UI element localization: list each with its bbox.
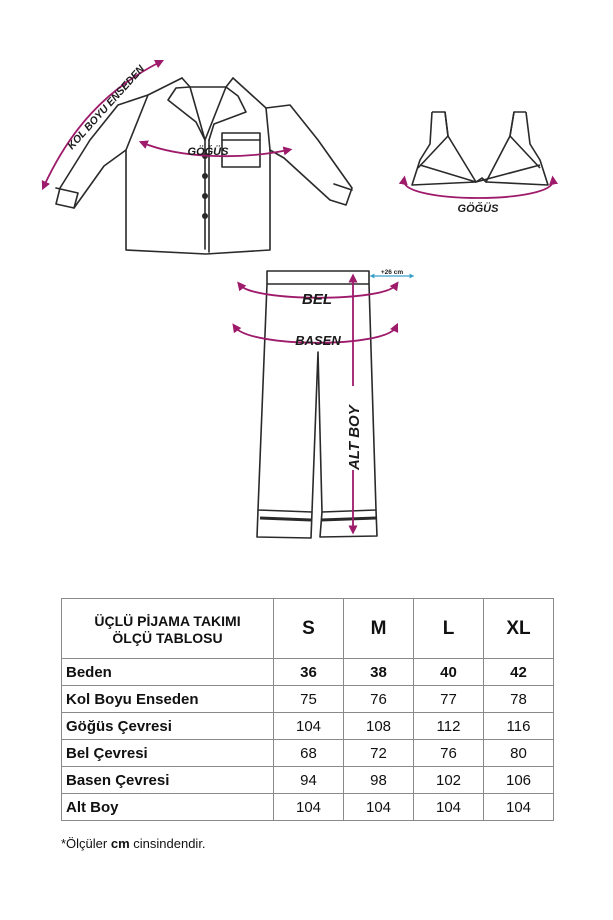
- cell-value: 104: [274, 713, 344, 740]
- cell-value: 108: [344, 713, 414, 740]
- table-row: [62, 740, 554, 767]
- cell-value: 75: [274, 686, 344, 713]
- bra-illustration: [412, 112, 548, 185]
- cell-value: 80: [484, 740, 554, 767]
- table-row: [62, 713, 554, 740]
- row-label: Basen Çevresi: [62, 767, 274, 794]
- size-chart-table: [61, 598, 554, 821]
- table-row: [62, 794, 554, 821]
- shirt-chest-label: GÖĞÜS: [187, 146, 229, 158]
- bra-chest-arrow: [404, 180, 553, 198]
- table-row: [62, 659, 554, 686]
- footnote-suffix: cinsindendir.: [129, 836, 206, 851]
- cell-value: 42: [484, 659, 554, 686]
- row-label: Beden: [62, 659, 274, 686]
- cell-value: 36: [274, 659, 344, 686]
- table-title-line2: ÖLÇÜ TABLOSU: [112, 629, 223, 646]
- row-label: Alt Boy: [62, 794, 274, 821]
- cell-value: 102: [414, 767, 484, 794]
- table-row: [62, 767, 554, 794]
- table-title: [62, 599, 274, 659]
- row-label: Bel Çevresi: [62, 740, 274, 767]
- cell-value: 68: [274, 740, 344, 767]
- cell-value: 38: [344, 659, 414, 686]
- cell-value: 72: [344, 740, 414, 767]
- cell-value: 76: [344, 686, 414, 713]
- row-label: Göğüs Çevresi: [62, 713, 274, 740]
- waist-extension-label: +26 cm: [380, 269, 404, 276]
- footnote-prefix: *Ölçüler: [61, 836, 111, 851]
- cell-value: 94: [274, 767, 344, 794]
- hip-label: BASEN: [295, 333, 341, 348]
- cell-value: 104: [484, 794, 554, 821]
- cell-value: 40: [414, 659, 484, 686]
- row-label: Kol Boyu Enseden: [62, 686, 274, 713]
- table-title-line1: ÜÇLÜ PİJAMA TAKIMI: [94, 612, 241, 629]
- pants-length-label: ALT BOY: [346, 405, 363, 470]
- size-header-l: L: [414, 599, 484, 659]
- cell-value: 76: [414, 740, 484, 767]
- size-header-s: S: [274, 599, 344, 659]
- cell-value: 104: [414, 794, 484, 821]
- waist-label: BEL: [302, 291, 332, 308]
- table-row: [62, 686, 554, 713]
- size-header-xl: XL: [484, 599, 554, 659]
- table-header-row: [62, 599, 554, 659]
- size-header-m: M: [344, 599, 414, 659]
- bra-chest-label: GÖĞÜS: [457, 203, 499, 215]
- unit-footnote: [61, 836, 206, 851]
- sleeve-length-label: KOL BOYU ENSEDEN: [65, 63, 148, 153]
- cell-value: 104: [344, 794, 414, 821]
- cell-value: 78: [484, 686, 554, 713]
- cell-value: 116: [484, 713, 554, 740]
- footnote-unit: cm: [110, 836, 130, 851]
- cell-value: 77: [414, 686, 484, 713]
- cell-value: 98: [344, 767, 414, 794]
- cell-value: 112: [414, 713, 484, 740]
- cell-value: 104: [274, 794, 344, 821]
- cell-value: 106: [484, 767, 554, 794]
